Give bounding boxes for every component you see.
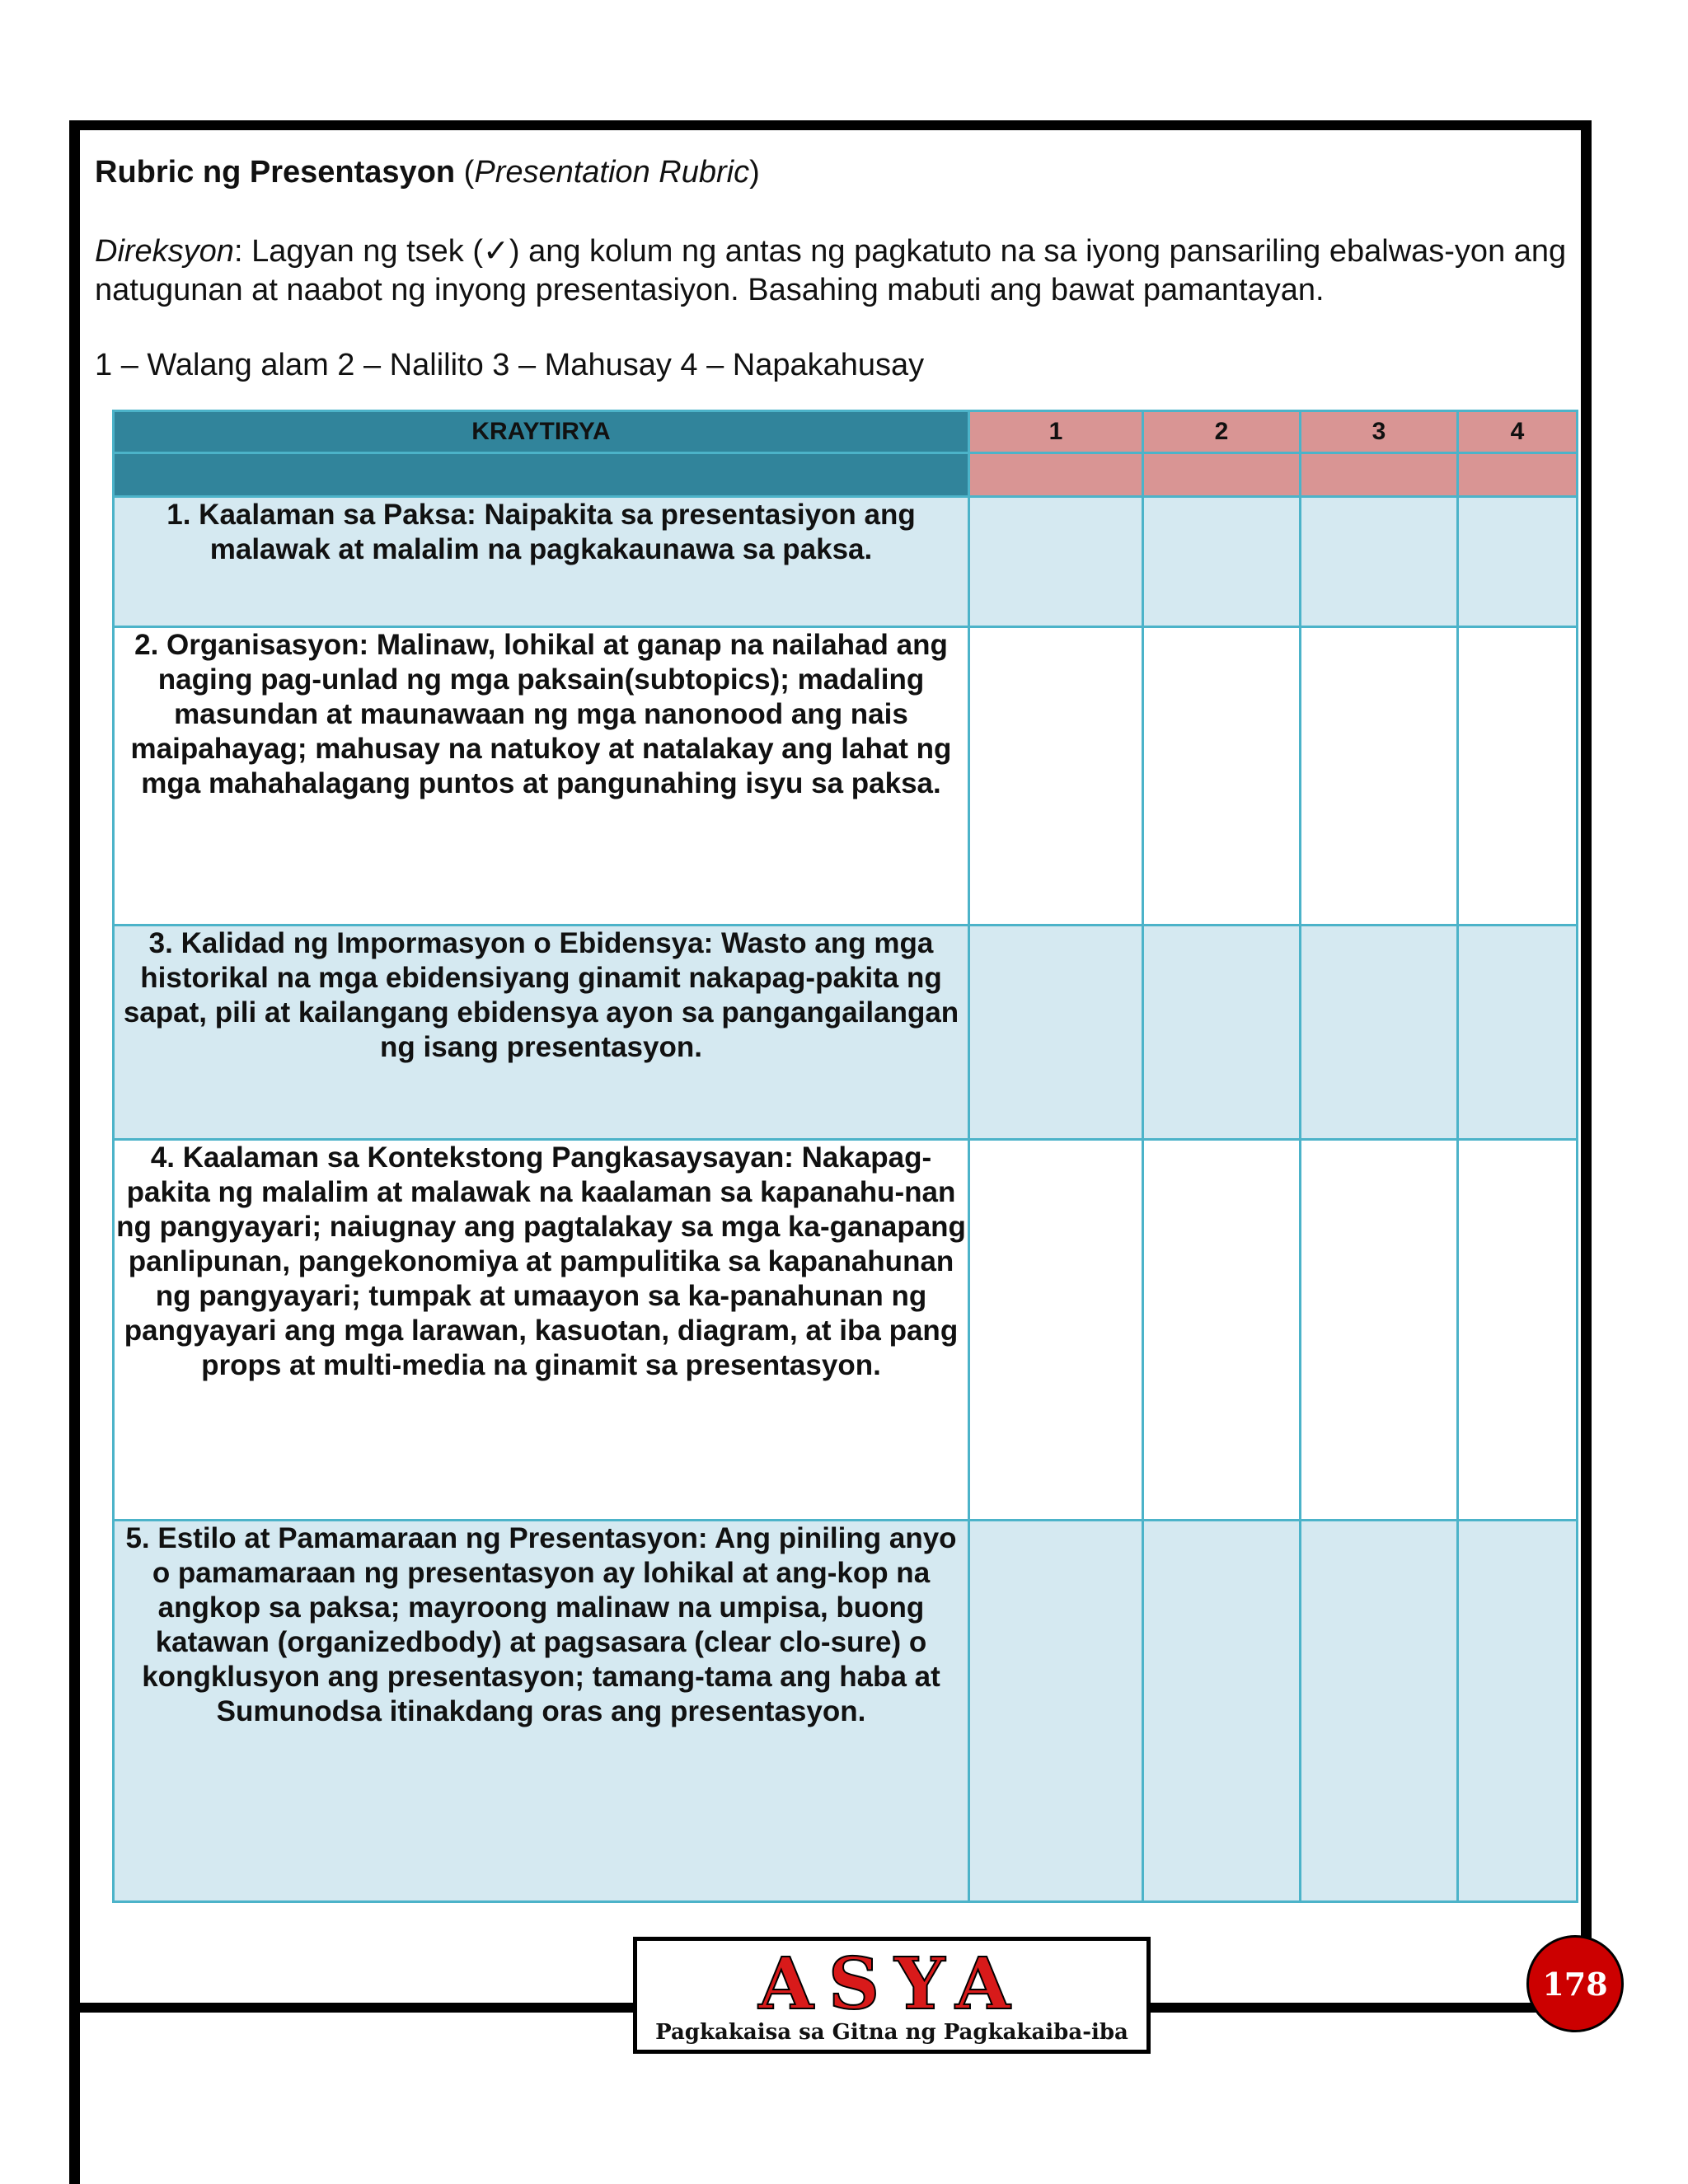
criterion-3: 3. Kalidad ng Impormasyon o Ebidensya: Wasto ang mga historikal na mga ebidensiyang ginamit nakapag-pakita ng sapat, pili at kailangang ebidensya ayon sa pangangailangan ng isang presentasyon. (114, 926, 969, 1140)
header-blank-cell (969, 453, 1143, 497)
criterion-4: 4. Kaalaman sa Kontekstong Pangkasaysayan: Nakapag-pakita ng malalim at malawak na kaalaman sa kapanahu-nan ng pangyayari; naiugnay ang pagtalakay sa mga ka-ganapang panlipunan, pangekonomiya at pampulitika sa kapanahunan ng pangyayari; tumpak at umaayon sa ka-panahunan ng pangyayari ang mga larawan, kasuotan, diagram, at iba pang props at multi-media na ginamit sa presentasyon. (114, 1140, 969, 1521)
rating-cell-4-2[interactable] (1143, 1140, 1301, 1521)
directions (95, 232, 1570, 310)
header-blank-criteria (114, 453, 969, 497)
directions-label: Direksyon (95, 234, 234, 269)
rating-cell-4-1[interactable] (969, 1140, 1143, 1521)
rating-cell-4-3[interactable] (1301, 1140, 1458, 1521)
rating-cell-1-2[interactable] (1143, 497, 1301, 627)
title-close-paren: ) (749, 155, 760, 190)
rating-cell-3-1[interactable] (969, 926, 1143, 1140)
header-level-2: 2 (1143, 411, 1301, 453)
page-title (95, 155, 760, 190)
header-blank-cell (1458, 453, 1578, 497)
page-border-top (69, 120, 1591, 130)
rating-cell-3-2[interactable] (1143, 926, 1301, 1140)
header-blank-cell (1301, 453, 1458, 497)
rubric-table (112, 410, 1578, 1903)
criterion-2: 2. Organisasyon: Malinaw, lohikal at ganap na nailahad ang naging pag-unlad ng mga paksain(subtopics); madaling masundan at maunawaan ng mga nanonood ang nais maipahayag; mahusay na natukoy at natalakay ang lahat ng mga mahahalagang puntos at pangunahing isyu sa paksa. (114, 627, 969, 926)
header-level-3: 3 (1301, 411, 1458, 453)
title-italic: Presentation Rubric (474, 155, 750, 190)
rating-scale: 1 – Walang alam 2 – Nalilito 3 – Mahusay 4 – Napakahusay (95, 348, 925, 382)
rating-cell-1-1[interactable] (969, 497, 1143, 627)
rating-cell-5-2[interactable] (1143, 1521, 1301, 1902)
table-row (114, 1521, 1578, 1902)
title-bold: Rubric ng Presentasyon (95, 155, 456, 190)
header-row (114, 411, 1578, 453)
table-row (114, 1140, 1578, 1521)
title-open-paren: ( (455, 155, 475, 190)
header-level-4: 4 (1458, 411, 1578, 453)
logo-tagline: Pagkakaisa sa Gitna ng Pagkakaiba-iba (655, 2020, 1128, 2045)
rating-cell-2-1[interactable] (969, 627, 1143, 926)
rating-cell-1-4[interactable] (1458, 497, 1578, 627)
criterion-5: 5. Estilo at Pamamaraan ng Presentasyon: Ang piniling anyo o pamamaraan ng presentasyon ay lohikal at ang-kop na angkop sa paksa; mayroong malinaw na umpisa, buong katawan (organizedbody) at pagsasara (clear clo-sure) o kongklusyon ang presentasyon; tamang-tama ang haba at Sumunodsa itinakdang oras ang presentasyon. (114, 1521, 969, 1902)
table-row (114, 627, 1578, 926)
rating-cell-3-4[interactable] (1458, 926, 1578, 1140)
page-number-badge: 178 (1526, 1935, 1624, 2032)
page-border-left (69, 120, 80, 2184)
asya-logo (633, 1937, 1151, 2054)
header-criteria: KRAYTIRYA (114, 411, 969, 453)
rating-cell-5-1[interactable] (969, 1521, 1143, 1902)
rating-cell-4-4[interactable] (1458, 1140, 1578, 1521)
rating-cell-1-3[interactable] (1301, 497, 1458, 627)
page-border-right (1581, 120, 1592, 2014)
table-row (114, 497, 1578, 627)
header-blank-row (114, 453, 1578, 497)
criterion-1: 1. Kaalaman sa Paksa: Naipakita sa presentasiyon ang malawak at malalim na pagkakaunawa sa paksa. (114, 497, 969, 627)
header-level-1: 1 (969, 411, 1143, 453)
directions-text: : Lagyan ng tsek (✓) ang kolum ng antas ng pagkatuto na sa iyong pansariling ebalwas-yon ang natugunan at naabot ng inyong presentasiyon. Basahing mabuti ang bawat pamantayan. (95, 234, 1567, 307)
rating-cell-2-3[interactable] (1301, 627, 1458, 926)
header-blank-cell (1143, 453, 1301, 497)
table-row (114, 926, 1578, 1140)
rating-cell-5-3[interactable] (1301, 1521, 1458, 1902)
rating-cell-2-2[interactable] (1143, 627, 1301, 926)
rating-cell-3-3[interactable] (1301, 926, 1458, 1140)
logo-word: ASYA (758, 1943, 1025, 2026)
rating-cell-5-4[interactable] (1458, 1521, 1578, 1902)
rating-cell-2-4[interactable] (1458, 627, 1578, 926)
